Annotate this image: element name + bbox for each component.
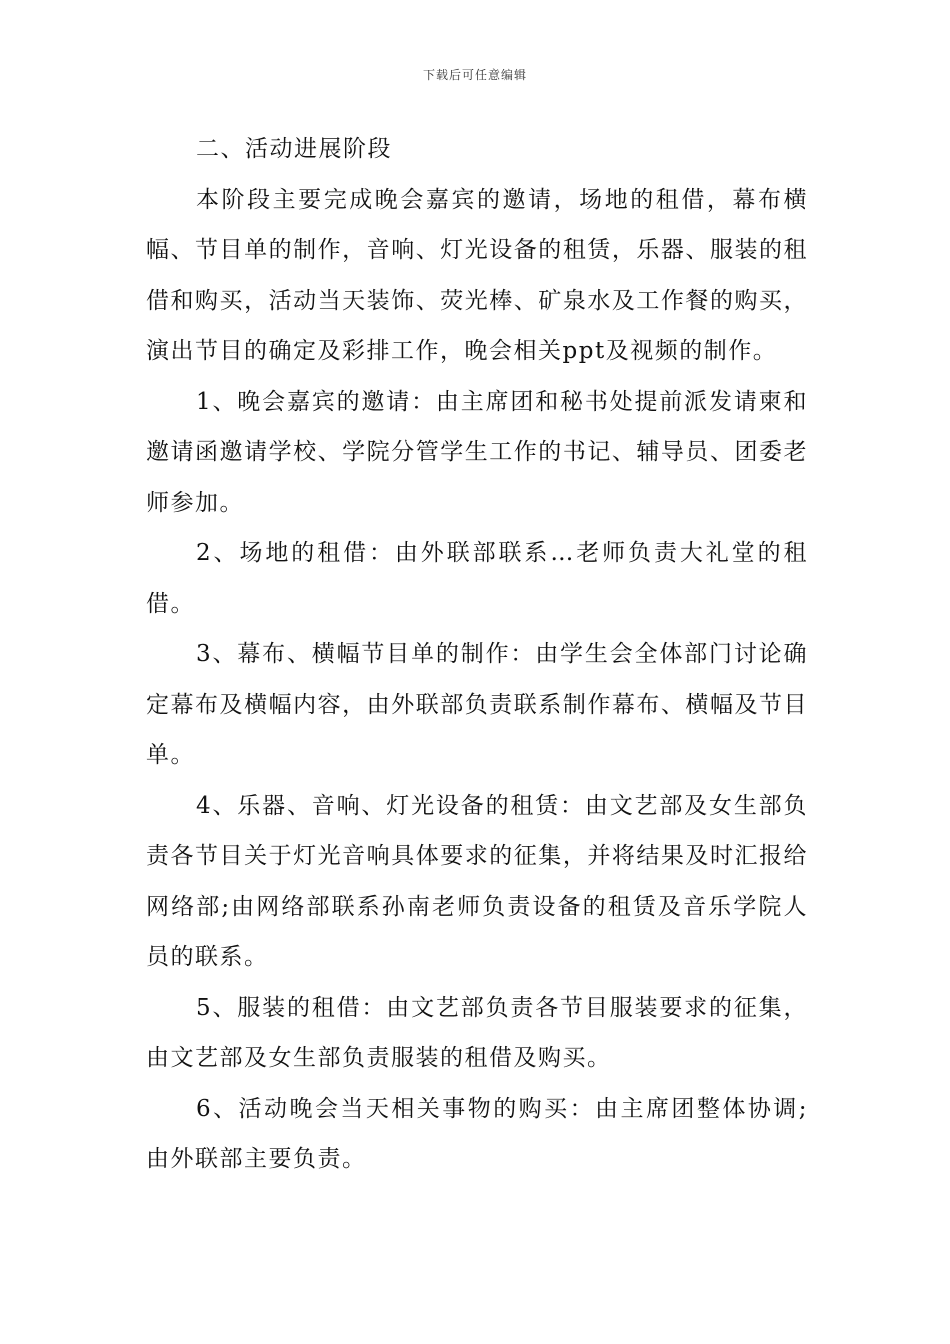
item-paragraph-3: 3、幕布、横幅节目单的制作：由学生会全体部门讨论确定幕布及横幅内容，由外联部负责联系制作幕布、横幅及节目单。 <box>146 641 808 768</box>
item-paragraph-2: 2、场地的租借：由外联部联系…老师负责大礼堂的租借。 <box>146 540 808 617</box>
item-paragraph-4: 4、乐器、音响、灯光设备的租赁：由文艺部及女生部负责各节目关于灯光音响具体要求的征集，并将结果及时汇报给网络部;由网络部联系孙南老师负责设备的租赁及音乐学院人员的联系。 <box>146 792 808 970</box>
item-paragraph-5: 5、服装的租借：由文艺部负责各节目服装要求的征集，由文艺部及女生部负责服装的租借及购买。 <box>146 994 808 1071</box>
header-note: 下载后可任意编辑 <box>422 68 527 82</box>
item-paragraph-1: 1、晚会嘉宾的邀请：由主席团和秘书处提前派发请柬和邀请函邀请学校、学院分管学生工作的书记、辅导员、团委老师参加。 <box>146 388 808 516</box>
document-body <box>146 124 808 1185</box>
item-paragraph-6: 6、活动晚会当天相关事物的购买：由主席团整体协调;由外联部主要负责。 <box>146 1095 808 1172</box>
intro-paragraph: 本阶段主要完成晚会嘉宾的邀请，场地的租借，幕布横幅、节目单的制作，音响、灯光设备的租赁，乐器、服装的租借和购买，活动当天装饰、荧光棒、矿泉水及工作餐的购买，演出节目的确定及彩排工作，晚会相关ppt及视频的制作。 <box>146 186 808 364</box>
section-heading: 二、活动进展阶段 <box>196 136 392 162</box>
